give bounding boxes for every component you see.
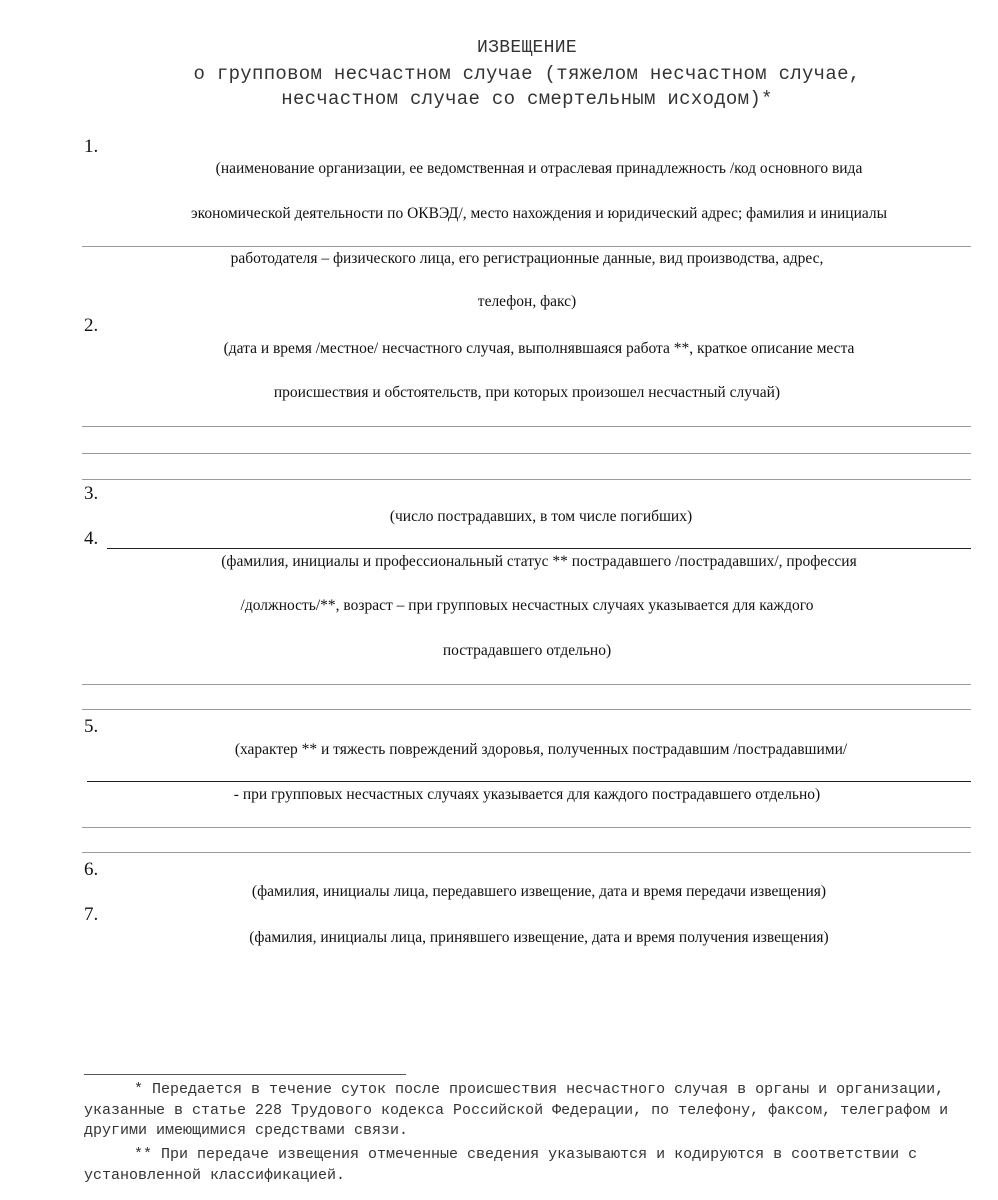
item-1-caption-line-1: (наименование организации, ее ведомственная и отраслевая принадлежность /код основного вида <box>215 160 863 177</box>
item-1-caption-line-2: экономической деятельности по ОКВЭД/, место нахождения и юридический адрес; фамилия и инициалы <box>190 205 888 222</box>
item-1-caption-line-3: работодателя – физического лица, его регистрационные данные, вид производства, адрес, <box>230 250 824 267</box>
document-subtitle-line-1: о групповом несчастном случае (тяжелом несчастном случае, <box>193 63 861 85</box>
document-subtitle-line-2: несчастном случае со смертельным исходом)* <box>281 88 773 110</box>
item-7-caption: (фамилия, инициалы лица, принявшего извещение, дата и время получения извещения) <box>249 929 829 946</box>
item-number-2: 2. <box>84 315 99 336</box>
document-heading: ИЗВЕЩЕНИЕ <box>477 38 577 58</box>
item-3-caption: (число пострадавших, в том числе погибших) <box>389 508 693 525</box>
item-4-caption-line-2: /должность/**, возраст – при групповых несчастных случаях указывается для каждого <box>240 597 814 614</box>
footnote-1: * Передается в течение суток после происшествия несчастного случая в органы и организации, указанные в статье 228 Трудового кодекса Российской Федерации, по телефону, факсом, телеграфом и другими имеющимися средствами связи. <box>84 1081 949 1139</box>
item-1-fill-line[interactable] <box>82 246 971 247</box>
item-1-caption-line-4: телефон, факс) <box>477 293 577 310</box>
item-5-fill-line[interactable] <box>87 781 971 782</box>
item-5-extra-line-1[interactable] <box>82 827 971 828</box>
item-4-fill-line[interactable] <box>107 548 971 549</box>
item-number-1: 1. <box>84 136 99 157</box>
item-5-extra-line-2[interactable] <box>82 852 971 853</box>
item-2-fill-line-2[interactable] <box>82 453 971 454</box>
item-number-5: 5. <box>84 716 99 737</box>
item-number-4: 4. <box>84 528 99 549</box>
item-5-caption-line-2: - при групповых несчастных случаях указывается для каждого пострадавшего отдельно) <box>233 786 821 803</box>
item-2-fill-line-3[interactable] <box>82 479 971 480</box>
item-2-fill-line-1[interactable] <box>82 426 971 427</box>
item-number-6: 6. <box>84 859 99 880</box>
item-4-caption-line-3: пострадавшего отдельно) <box>442 642 612 659</box>
item-number-3: 3. <box>84 483 99 504</box>
item-2-caption-line-2: происшествия и обстоятельств, при которых произошел несчастный случай) <box>273 384 781 401</box>
item-number-7: 7. <box>84 904 99 925</box>
item-5-caption-line-1: (характер ** и тяжесть повреждений здоровья, полученных пострадавшим /пострадавшими/ <box>234 741 848 758</box>
item-4-extra-line-2[interactable] <box>82 709 971 710</box>
item-4-caption-line-1: (фамилия, инициалы и профессиональный статус ** пострадавшего /пострадавших/, профессия <box>221 553 857 570</box>
footnote-divider <box>84 1074 406 1075</box>
footnote-2: ** При передаче извещения отмеченные сведения указываются и кодируются в соответствии с установленной классификацией. <box>84 1146 918 1184</box>
item-4-extra-line-1[interactable] <box>82 684 971 685</box>
item-2-caption-line-1: (дата и время /местное/ несчастного случая, выполнявшаяся работа **, краткое описание места <box>223 340 855 357</box>
item-6-caption: (фамилия, инициалы лица, передавшего извещение, дата и время передачи извещения) <box>251 883 827 900</box>
